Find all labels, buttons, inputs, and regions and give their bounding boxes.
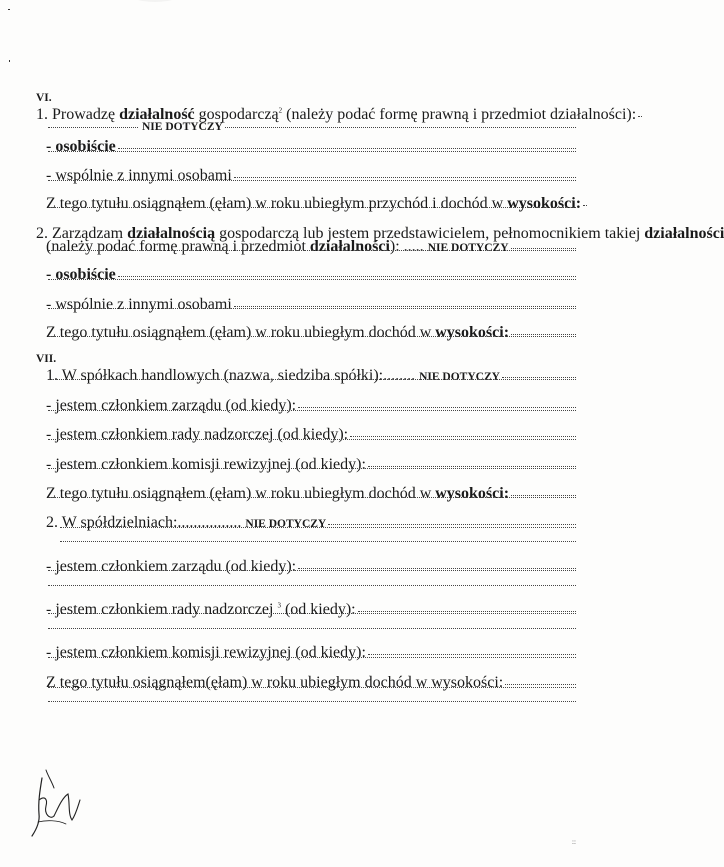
fill-line [48,207,576,208]
fill-line [48,628,576,629]
fill-line [368,654,576,655]
income-text: Z tego tytułu osiągnąłem (ęłam) w roku ubiegłym dochód w wysokości: [46,485,510,502]
blank-line [46,182,576,196]
fill-line [60,541,576,542]
blank-line [46,587,576,601]
blank-line [46,310,576,324]
fill-line [298,568,576,569]
fill-line [48,585,576,586]
fill-line [48,151,576,152]
fill-line [48,439,576,440]
osobiscie-label: - osobiście [46,266,116,283]
fill-line [48,570,576,571]
fill-line [48,497,576,498]
vi-item2-line1 [36,225,724,242]
fill-line [48,379,576,380]
osobiscie-label: - osobiście [46,138,116,155]
page-mark: :: [572,838,576,846]
blank-line [46,209,576,223]
fill-line [48,180,576,181]
signature-mark [24,770,94,840]
fill-line [48,410,576,411]
fill-line [48,308,576,309]
zarzad-label: - jestem członkiem zarządu (od kiedy): [46,558,297,575]
income-text: Z tego tytułu osiągnąłem(ęłam) w roku ubiegłym dochód w wysokości: [46,674,504,691]
wspolnie-label: - wspólnie z innymi osobami [46,167,232,184]
fill-line [368,466,576,467]
vii-income2-line [46,674,576,691]
scan-shadow [125,0,185,2]
blank-line [46,615,576,629]
blank-line [58,543,576,557]
fill-line [48,250,576,251]
fill-line [502,377,576,378]
not-applicable-text: NIE DOTYCZY [142,121,223,133]
fill-line [505,684,576,685]
vi-item1-text: 1. Prowadzę działalność gospodarczą$^2$ (należy podać formę prawną i przedmiot działalności): [36,106,637,123]
income-text: Z tego tytułu osiągnąłem (ęłam) w roku ubiegłym przychód i dochód w wysokości: [46,195,582,212]
vii-zarzad-line [46,397,576,414]
blank-line [46,499,576,513]
blank-line [46,153,576,167]
vii-item2-text: 2. W spółdzielniach:................ NIE DOTYCZY [46,514,327,531]
not-applicable-text: NIE DOTYCZY [427,242,509,254]
fill-line [48,687,576,688]
fill-line [328,524,576,525]
fill-line [48,336,576,337]
vi-item2-text: 2. Zarządzam działalnością gospodarczą lub jestem przedstawicielem, pełnomocnikiem takiej działalności [36,225,724,242]
vi-item2-text-cont: (należy podać formę prawną i przedmiot działalności): ..... NIE DOTYCZY [46,238,509,255]
fill-line [511,495,576,496]
fill-line [358,611,576,612]
not-applicable-text: NIE DOTYCZY [245,518,327,530]
blank-line [46,281,576,295]
vi-osobiscie2-line [46,266,576,283]
fill-line [48,701,576,702]
fill-line [48,127,138,128]
blank-line [46,703,576,717]
fill-line [298,407,576,408]
fill-line [48,279,576,280]
income-text: Z tego tytułu osiągnąłem (ęłam) w roku ubiegłym dochód w wysokości: [46,324,510,341]
fill-line [234,306,576,307]
fill-line [118,276,576,277]
vii-komisja2-line [46,644,576,661]
blank-line [46,412,576,426]
vii-rada-line [46,426,576,443]
fill-line [638,116,642,117]
fill-line [350,436,576,437]
scan-speck [8,9,10,10]
rada-label: - jestem członkiem rady nadzorczej $^3$ (od kiedy): [46,601,356,618]
wspolnie-label: - wspólnie z innymi osobami [46,296,232,313]
blank-line [46,381,576,395]
section-heading: VI. [36,92,52,104]
fill-line [234,177,576,178]
blank-line [46,659,576,673]
zarzad-label: - jestem członkiem zarządu (od kiedy): [46,397,297,414]
section-heading: VII. [36,353,57,365]
blank-line [46,441,576,455]
fill-line [48,657,576,658]
komisja-label: - jestem członkiem komisji rewizyjnej (od kiedy): [46,456,366,473]
fill-line [118,148,576,149]
vi-osobiscie-line [46,138,576,155]
vi-item1-line [36,106,637,123]
blank-line [46,572,576,586]
fill-line [511,248,576,249]
blank-line [46,630,576,644]
rada-label: - jestem członkiem rady nadzorczej (od kiedy): [46,426,349,443]
blank-line [46,470,576,484]
fill-line [48,613,576,614]
not-applicable-text: NIE DOTYCZY [419,371,500,383]
vi-item1-answer [46,121,576,135]
fill-line [225,127,576,128]
blank-line [46,252,576,266]
fill-line [583,205,587,206]
vi-wspolnie-line [46,167,576,184]
vii-item1-text: 1. W spółkach handlowych (nazwa, siedziba spółki):........ NIE DOTYCZY [46,367,500,384]
fill-line [60,527,576,528]
fill-line [48,468,576,469]
blank-line [46,338,576,352]
vii-item2-line [46,514,576,531]
fill-line [511,334,576,335]
scan-speck [9,60,10,62]
komisja-label: - jestem członkiem komisji rewizyjnej (od kiedy): [46,644,366,661]
